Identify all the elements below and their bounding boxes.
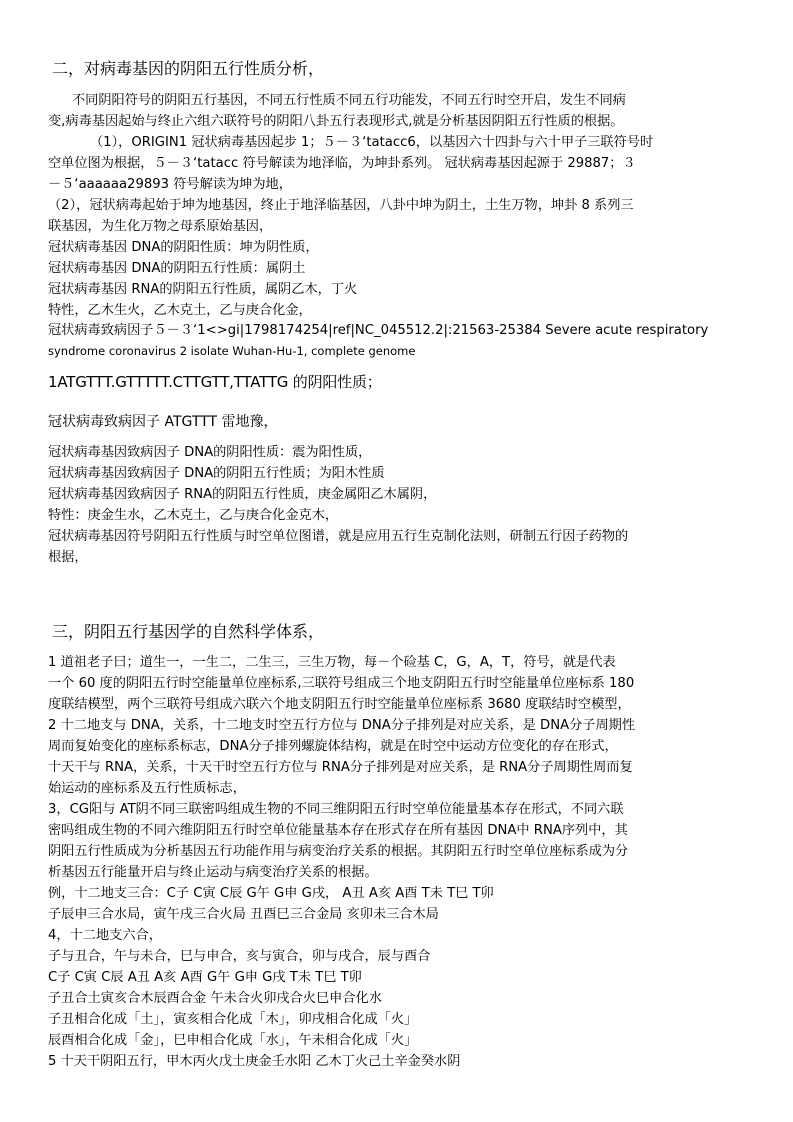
para-line: 子与丑合，午与未合，巳与申合，亥与寅合，卯与戌合，辰与酉合: [48, 949, 431, 964]
para-line: 冠状病毒基因 DNA的阴阳性质：坤为阴性质，: [48, 240, 319, 255]
para-line: 冠状病毒基因符号阴阳五行性质与时空单位图谱，就是应用五行生克制化法则，研制五行因子药物的: [48, 529, 629, 544]
para-line: 辰酉相合化成「金」，巳申相合化成「水」，午未相合化成「火」: [48, 1033, 418, 1048]
sequence-line: 1ATGTTT.GTTTTT.CTTGTT,TTATTG 的阴阳性质；: [48, 373, 382, 391]
para-line: 析基因五行能量开启与终止运动与病变治疗关系的根据。: [48, 865, 378, 880]
para-line: 冠状病毒致病因子５－３‘1<>gi|1798174254|ref|NC_045512.2|:21563-25384 Severe acute respiratory: [48, 323, 709, 338]
para-line: 子丑相合化成「土」，寅亥相合化成「木」，卯戌相合化成「火」: [48, 1012, 418, 1027]
section2-heading: 二，对病毒基因的阴阳五行性质分析，: [52, 59, 325, 78]
para-line: 特性，乙木生火，乙木克土，乙与庚合化金，: [48, 303, 312, 318]
para-line: 联基因，为生化万物之母系原始基因，: [48, 219, 273, 234]
para-line: 根据，: [48, 550, 88, 565]
para-line: syndrome coronavirus 2 isolate Wuhan-Hu-1, complete genome: [48, 344, 416, 358]
para-line: －５‘aaaaaa29893 符号解读为坤为地，: [48, 177, 292, 192]
para-line: 阴阳五行性质成为分析基因五行功能作用与病变治疗关系的根据。其阴阳五行时空单位座标系成为分: [48, 844, 629, 859]
para-line: 周而复始变化的座标系标志，DNA分子排列螺旋体结构，就是在时空中运动方位变化的存在形式，: [48, 739, 618, 754]
para-line: 冠状病毒基因致病因子 DNA的阴阳五行性质；为阳木性质: [48, 466, 385, 481]
para-line: 1 道祖老子曰；道生一，一生二，二生三，三生万物，每－个硷基 C，G，A，T，符号，就是代表: [48, 655, 616, 670]
para-line: 不同阴阳符号的阴阳五行基因，不同五行性质不同五行功能发，不同五行时空开启，发生不同病: [72, 93, 626, 108]
para-line: 空单位图为根据，５－３‘tatacc 符号解读为地泽临，为坤卦系列。 冠状病毒基因起源于 29887；３: [48, 156, 636, 171]
para-line: 冠状病毒基因 DNA的阴阳五行性质：属阴土: [48, 261, 306, 276]
para-line: 冠状病毒基因 RNA的阴阳五行性质，属阴乙木，丁火: [48, 282, 358, 297]
para-line: 始运动的座标系及五行性质标志，: [48, 781, 246, 796]
para-line: 冠状病毒致病因子 ATGTTT 雷地豫，: [48, 414, 278, 430]
para-line: 子丑合土寅亥合木辰酉合金 午未合火卯戌合火巳申合化水: [48, 991, 382, 1006]
para-line: 3，CG阳与 AT阴不同三联密吗组成生物的不同三维阴阳五行时空单位能量基本存在形式，不同六联: [48, 802, 624, 817]
para-line: 2 十二地支与 DNA，关系，十二地支时空五行方位与 DNA分子排列是对应关系，是 DNA分子周期性: [48, 718, 636, 733]
para-line: 十天干与 RNA，关系，十天干时空五行方位与 RNA分子排列是对应关系，是 RNA分子周期性周而复: [48, 760, 633, 775]
para-line: 冠状病毒基因致病因子 DNA的阴阳性质：震为阳性质，: [48, 445, 372, 460]
para-line: （2），冠状病毒起始于坤为地基因，终止于地泽临基因，八卦中坤为阴土，土生万物，坤卦 8 系列三: [48, 198, 634, 213]
para-line: 子辰申三合水局，寅午戌三合火局 丑酉巳三合金局 亥卯未三合木局: [48, 907, 439, 922]
para-line: 一个 60 度的阴阳五行时空能量单位座标系,三联符号组成三个地支阴阳五行时空能量单位座标系 180: [48, 676, 635, 691]
para-line: 度联结模型，两个三联符号组成六联六个地支阴阳五行时空能量单位座标系 3680 度联结时空模型，: [48, 697, 631, 712]
section3-heading: 三，阴阳五行基因学的自然科学体系，: [52, 622, 325, 641]
para-line: 例，十二地支三合：C子 C寅 C辰 G午 G申 G戌， A丑 A亥 A酉 T未 T巳 T卯: [48, 886, 494, 901]
para-line: 5 十天干阴阳五行，甲木丙火戊土庚金壬水阳 乙木丁火己土辛金癸水阴: [48, 1054, 461, 1069]
para-line: 密吗组成生物的不同六维阴阳五行时空单位能量基本存在形式存在所有基因 DNA中 RNA序列中，其: [48, 823, 628, 838]
para-line: 冠状病毒基因致病因子 RNA的阴阳五行性质，庚金属阳乙木属阴，: [48, 487, 437, 502]
para-line: C子 C寅 C辰 A丑 A亥 A酉 G午 G申 G戌 T未 T巳 T卯: [48, 970, 362, 985]
para-line: （1），ORIGIN1 冠状病毒基因起步 1；５－３‘tatacc6，以基因六十四卦与六十甲子三联符号时: [90, 135, 654, 150]
para-line: 变,病毒基因起始与终止六组六联符号的阴阳八卦五行表现形式,就是分析基因阴阳五行性质的根据。: [48, 114, 624, 129]
para-line: 4，十二地支六合，: [48, 928, 162, 943]
para-line: 特性：庚金生水，乙木克土，乙与庚合化金克木，: [48, 508, 339, 523]
